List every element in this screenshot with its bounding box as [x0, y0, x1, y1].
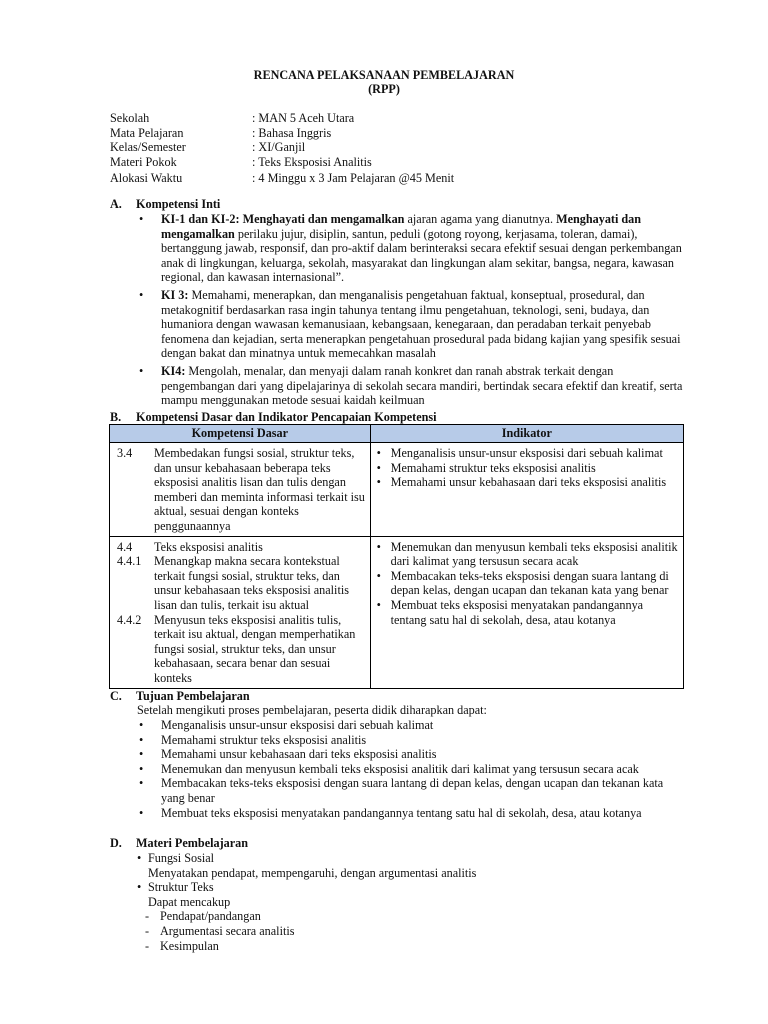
kd-item [114, 613, 366, 686]
list-item [137, 776, 685, 805]
ki-label: KI4: [161, 363, 186, 378]
kompetensi-inti-list [137, 212, 685, 411]
indicator-text: Menganalisis unsur-unsur eksposisi dari sebuah kalimat [390, 446, 663, 460]
indicator-text: Memahami unsur kebahasaan dari teks eksposisi analitis [390, 475, 667, 490]
info-value: : MAN 5 Aceh Utara [252, 111, 355, 125]
bullet-icon: • [376, 460, 381, 475]
struktur-list [137, 909, 677, 953]
kd-text: Menangkap makna secara kontekstual terkait fungsi sosial, struktur teks, dan unsur kebahasaan teks eksposisi analitis lisan dan tulis, terkait isu aktual [154, 554, 349, 612]
indicator-item [375, 461, 679, 476]
bullet-icon: • [139, 363, 144, 378]
ki-emphasis: Menghayati dan mengamalkan [161, 212, 642, 241]
section-b-heading [110, 410, 437, 425]
dash-marker: - [145, 923, 150, 938]
indicator-item [375, 446, 679, 461]
kd-item [114, 540, 366, 555]
list-item [137, 762, 685, 777]
ki-text: perilaku jujur, disiplin, santun, peduli (gotong royong, kerjasama, toleran, damai), bertanggung jawab, responsif, dan pro-aktif dalam berinteraksi secara efektif sesuai dengan perkembangan anak di lingkungan, keluarga, sekolah, masyarakat dan lingkungan alam sekitar, bangsa, negara, kawasan regional, dan kawasan internasional”. [161, 226, 682, 285]
info-key: Mata Pelajaran [110, 125, 184, 140]
bullet-icon: • [376, 446, 381, 460]
section-title: Kompetensi Dasar dan Indikator Pencapaian Kompetensi [136, 410, 437, 424]
section-d-heading [110, 836, 248, 851]
list-item [145, 924, 677, 939]
kompetensi-table [109, 424, 684, 689]
indicator-item [375, 598, 679, 627]
info-value: : Bahasa Inggris [252, 125, 332, 140]
ki-label: KI-1 dan KI-2: Menghayati dan mengamalkan [161, 212, 405, 226]
kd-item [114, 446, 366, 534]
info-row-materi-pokok [110, 155, 454, 170]
kd-text: Teks eksposisi analitis [154, 539, 263, 554]
table-row [110, 443, 684, 537]
kd-text: Menyusun teks eksposisi analitis tulis, terkait isu aktual, dengan memperhatikan fungsi sosial, struktur teks, dan unsur kebahasaan, secara benar dan sesuai konteks [154, 612, 356, 685]
info-row-sekolah [110, 111, 454, 126]
info-key: Alokasi Waktu [110, 171, 183, 186]
document-subtitle: (RPP) [368, 82, 400, 96]
list-item [137, 747, 685, 762]
indicator-text: Menemukan dan menyusun kembali teks eksposisi analitik dari kalimat yang tersusun secara acak [390, 539, 678, 569]
list-item [137, 718, 685, 733]
bullet-icon: • [139, 287, 144, 302]
column-header-kompetensi-dasar: Kompetensi Dasar [110, 425, 371, 443]
section-title: Materi Pembelajaran [136, 836, 249, 850]
bullet-icon: • [139, 747, 144, 762]
bullet-icon: • [139, 805, 144, 820]
column-header-indikator: Indikator [370, 425, 683, 443]
section-letter: A. [110, 197, 122, 211]
section-title: Tujuan Pembelajaran [136, 689, 250, 703]
kd-text: Membedakan fungsi sosial, struktur teks, dan unsur kebahasaan beberapa teks eksposisi analitis lisan dan tulis dengan memberi dan meminta informasi terkait isu aktual, sesuai dengan konteks penggunaannya [154, 446, 365, 533]
info-value: : 4 Minggu x 3 Jam Pelajaran @45 Menit [252, 171, 455, 186]
list-item [145, 939, 677, 954]
bullet-icon: • [376, 568, 381, 583]
list-item-text: Kesimpulan [160, 938, 219, 953]
info-key: Sekolah [110, 111, 150, 125]
kd-number: 4.4 [117, 539, 133, 554]
list-item [145, 909, 677, 924]
materi-struktur-teks [137, 880, 677, 895]
section-letter: D. [110, 836, 122, 850]
kd-item [114, 554, 366, 612]
section-a-heading [110, 197, 220, 212]
table-header-row [110, 425, 684, 443]
info-value: : XI/Ganjil [252, 140, 306, 155]
list-item-text: Menganalisis unsur-unsur eksposisi dari sebuah kalimat [161, 718, 434, 732]
ki-1-2-item [137, 212, 685, 285]
dash-marker: - [145, 938, 150, 953]
info-key: Materi Pokok [110, 154, 177, 169]
materi-item-label: Fungsi Sosial [148, 851, 215, 865]
kd-number: 3.4 [117, 446, 133, 460]
section-letter: C. [110, 689, 122, 703]
info-block [110, 111, 454, 186]
bullet-icon: • [137, 880, 142, 895]
info-row-kelas-semester [110, 140, 454, 155]
indicator-item [375, 475, 679, 490]
materi-fungsi-sosial [137, 851, 677, 866]
section-letter: B. [110, 410, 122, 424]
indicator-item [375, 540, 679, 569]
kd-number: 4.4.1 [117, 554, 142, 569]
indicator-text: Memahami struktur teks eksposisi analitis [390, 460, 596, 475]
materi-item-label: Struktur Teks [148, 880, 214, 895]
info-row-alokasi-waktu [110, 171, 454, 186]
list-item-text: Membuat teks eksposisi menyatakan pandangannya tentang satu hal di sekolah, desa, atau kotanya [161, 805, 642, 820]
kd-cell [110, 536, 371, 688]
list-item-text: Memahami struktur teks eksposisi analitis [161, 732, 367, 747]
section-c-heading [110, 689, 250, 704]
indicator-cell [370, 536, 683, 688]
bullet-icon: • [139, 776, 144, 791]
materi-fungsi-desc: Menyatakan pendapat, mempengaruhi, dengan argumentasi analitis [148, 865, 477, 880]
ki-text: Mengolah, menalar, dan menyaji dalam ranah konkret dan ranah abstrak terkait dengan pengembangan dari yang dipelajarinya di sekolah secara mandiri, bertindak secara efektif dan kreatif, serta mampu menggunakan metode sesuai kaidah keilmuan [161, 363, 683, 408]
list-item-text: Menemukan dan menyusun kembali teks eksposisi analitik dari kalimat yang tersusun secara acak [161, 761, 639, 776]
kd-cell [110, 443, 371, 537]
bullet-icon: • [376, 597, 381, 612]
bullet-icon: • [139, 761, 144, 776]
bullet-icon: • [139, 212, 144, 226]
info-value: : Teks Eksposisi Analitis [252, 154, 372, 169]
bullet-icon: • [376, 539, 381, 554]
info-key: Kelas/Semester [110, 140, 186, 155]
section-title: Kompetensi Inti [136, 197, 221, 211]
ki-4-item [137, 364, 685, 408]
ki-text: ajaran agama yang dianutnya. [404, 212, 557, 226]
indicator-text: Membuat teks eksposisi menyatakan pandangannya tentang satu hal di sekolah, desa, atau kotanya [390, 597, 644, 627]
kd-number: 4.4.2 [117, 612, 142, 627]
tujuan-intro: Setelah mengikuti proses pembelajaran, peserta didik diharapkan dapat: [137, 703, 487, 717]
list-item-text: Memahami unsur kebahasaan dari teks eksposisi analitis [161, 747, 437, 762]
list-item-text: Membacakan teks-teks eksposisi dengan suara lantang di depan kelas, dengan ucapan dan tekanan kata yang benar [161, 776, 664, 805]
tujuan-list [137, 718, 685, 820]
indicator-item [375, 569, 679, 598]
dash-marker: - [145, 909, 150, 924]
table-row [110, 536, 684, 688]
bullet-icon: • [139, 718, 144, 732]
list-item-text: Pendapat/pandangan [160, 909, 261, 924]
ki-text: Memahami, menerapkan, dan menganalisis pengetahuan faktual, konseptual, prosedural, dan metakognitif berdasarkan rasa ingin tahunya tentang ilmu pengetahuan, teknologi, seni, budaya, dan humaniora dengan wawasan kemanusiaan, kebangsaan, kenegaraan, dan peradaban terkait penyebab fenomena dan kejadian, serta menerapkan pengetahuan prosedural pada bidang kajian yang spesifik sesuai dengan bakat dan minatnya untuk memecahkan masalah [161, 287, 681, 361]
bullet-icon: • [139, 732, 144, 747]
list-item-text: Argumentasi secara analitis [160, 923, 295, 938]
indicator-cell [370, 443, 683, 537]
ki-3-item [137, 288, 685, 361]
ki-label: KI 3: [161, 287, 189, 302]
bullet-icon: • [137, 851, 142, 865]
list-item [137, 733, 685, 748]
indicator-text: Membacakan teks-teks eksposisi dengan suara lantang di depan kelas, dengan ucapan dan tekanan kata yang benar [390, 568, 669, 598]
document-title: RENCANA PELAKSANAAN PEMBELAJARAN [253, 68, 515, 82]
info-row-mata-pelajaran [110, 126, 454, 141]
materi-struktur-desc: Dapat mencakup [148, 894, 231, 909]
list-item [137, 806, 685, 821]
bullet-icon: • [376, 475, 381, 490]
materi-block [137, 851, 677, 953]
